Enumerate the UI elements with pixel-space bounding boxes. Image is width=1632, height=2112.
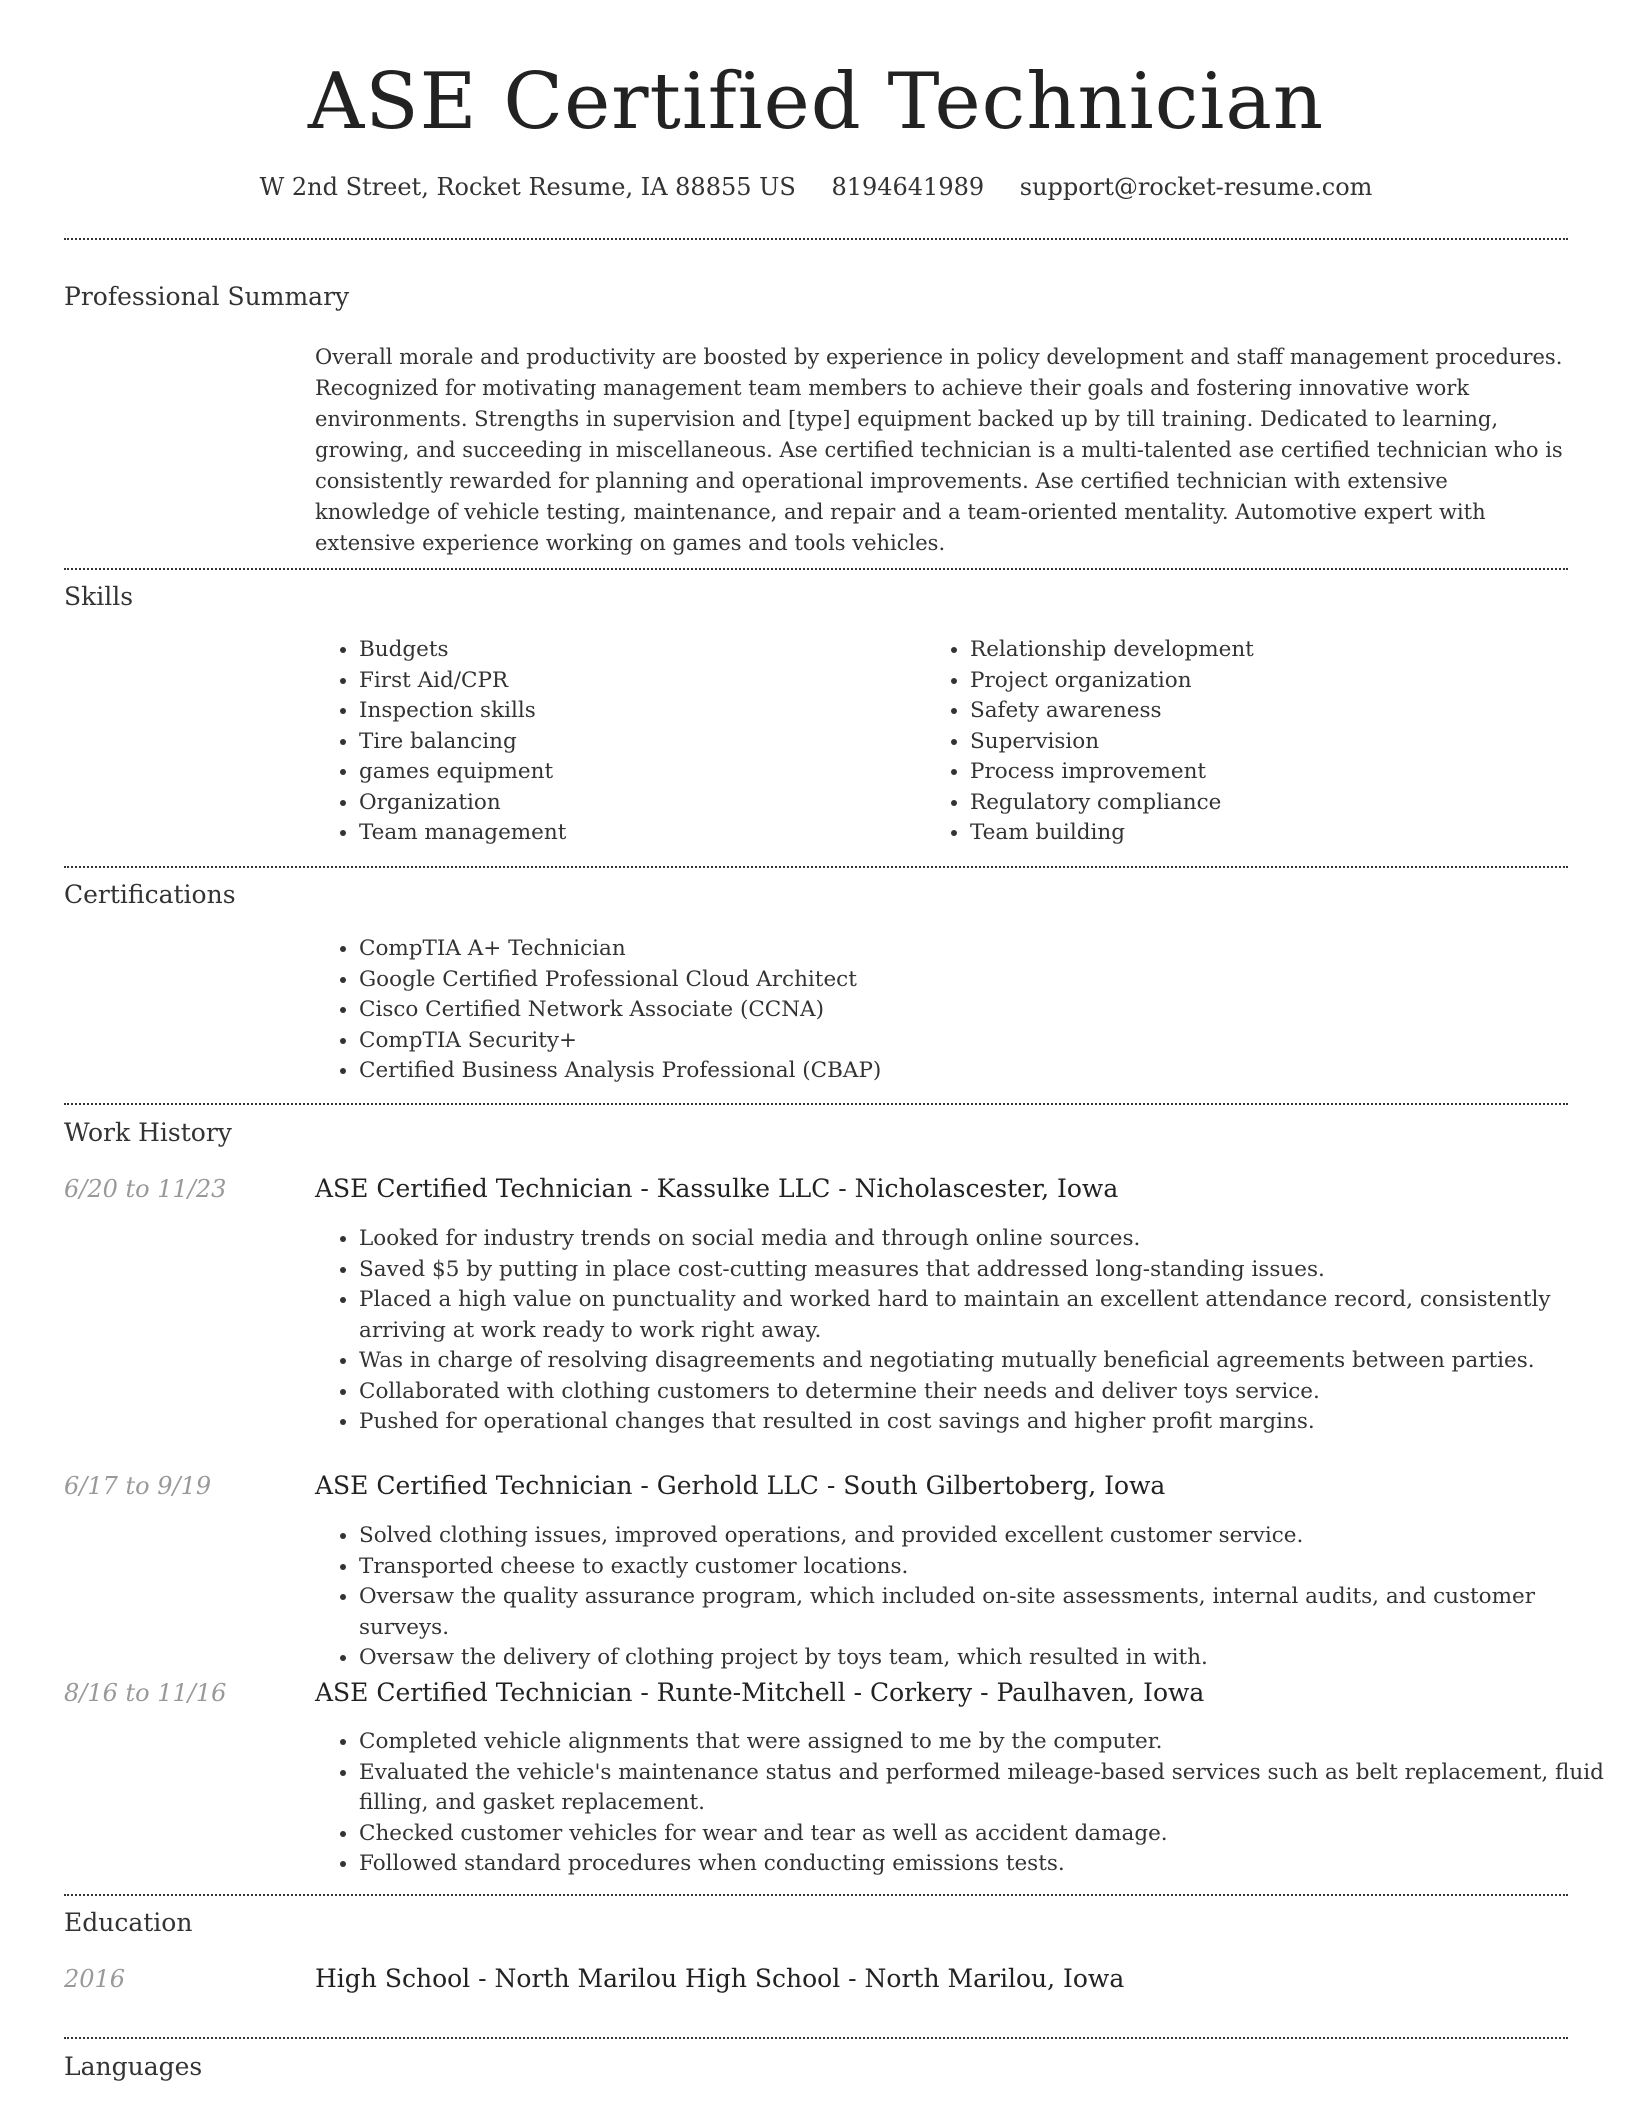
job-bullet: • Transported cheese to exactly customer locations.: [359, 1552, 1612, 1583]
skill-item: • Budgets: [359, 635, 919, 666]
certification-item: • CompTIA Security+: [359, 1026, 1559, 1057]
job-heading: ASE Certified Technician - Runte-Mitchell - Corkery - Paulhaven, Iowa: [315, 1678, 1205, 1707]
job-bullet: • Looked for industry trends on social media and through online sources.: [359, 1224, 1612, 1255]
job-bullet: • Placed a high value on punctuality and worked hard to maintain an excellent attendance record, consistently arriving at work ready to work right away.: [359, 1285, 1612, 1346]
job-bullet: • Pushed for operational changes that resulted in cost savings and higher profit margins.: [359, 1407, 1612, 1438]
skills-list-left: [315, 635, 919, 849]
certification-item: • Google Certified Professional Cloud Architect: [359, 965, 1559, 996]
job-bullet: • Completed vehicle alignments that were assigned to me by the computer.: [359, 1727, 1612, 1758]
summary-text: Overall morale and productivity are boosted by experience in policy development and staff management procedures. Recognized for motivating management team members to achieve their goals and fostering innovative work environments. Strengths in supervision and [type] equipment backed up by till training. Dedicated to learning, growing, and succeeding in miscellaneous. Ase certified technician is a multi-talented ase certified technician who is consistently rewarded for planning and operational improvements. Ase certified technician with extensive knowledge of vehicle testing, maintenance, and repair and a team-oriented mentality. Automotive expert with extensive experience working on games and tools vehicles.: [315, 345, 1563, 555]
skill-item: • First Aid/CPR: [359, 666, 919, 697]
job-bullet: • Saved $5 by putting in place cost-cutting measures that addressed long-standing issues.: [359, 1255, 1612, 1286]
skill-item: • Relationship development: [970, 635, 1570, 666]
job-heading: ASE Certified Technician - Gerhold LLC - South Gilbertoberg, Iowa: [315, 1471, 1166, 1500]
summary-title: Professional Summary: [64, 282, 350, 311]
divider: [64, 866, 1568, 868]
job-bullet: • Evaluated the vehicle's maintenance status and performed mileage-based services such as belt replacement, fluid filling, and gasket replacement.: [359, 1758, 1612, 1819]
phone-text: 8194641989: [831, 173, 985, 201]
job-bullets: [315, 1224, 1612, 1438]
email-text: support@rocket-resume.com: [1019, 173, 1373, 201]
job-bullet: • Checked customer vehicles for wear and tear as well as accident damage.: [359, 1819, 1612, 1850]
divider: [64, 238, 1568, 240]
skill-item: • Safety awareness: [970, 696, 1570, 727]
certification-item: • CompTIA A+ Technician: [359, 934, 1559, 965]
divider: [64, 568, 1568, 570]
job-heading: ASE Certified Technician - Kassulke LLC - Nicholascester, Iowa: [315, 1174, 1119, 1203]
education-date: 2016: [64, 1965, 126, 1993]
skill-item: • Process improvement: [970, 757, 1570, 788]
skill-item: • Team management: [359, 818, 919, 849]
certification-item: • Certified Business Analysis Professional (CBAP): [359, 1056, 1559, 1087]
skill-item: • Inspection skills: [359, 696, 919, 727]
job-bullet: • Collaborated with clothing customers to determine their needs and deliver toys service.: [359, 1377, 1612, 1408]
job-bullet: • Was in charge of resolving disagreements and negotiating mutually beneficial agreements between parties.: [359, 1346, 1612, 1377]
skill-item: • Project organization: [970, 666, 1570, 697]
skills-list-right: [926, 635, 1570, 849]
address-text: W 2nd Street, Rocket Resume, IA 88855 US: [259, 173, 796, 201]
skill-item: • Regulatory compliance: [970, 788, 1570, 819]
education-title: Education: [64, 1908, 193, 1937]
job-bullets: [315, 1521, 1612, 1674]
job-bullet: • Followed standard procedures when conducting emissions tests.: [359, 1849, 1612, 1880]
skill-item: • Supervision: [970, 727, 1570, 758]
job-bullets: [315, 1727, 1612, 1880]
languages-title: Languages: [64, 2052, 203, 2081]
resume-name: ASE Certified Technician: [307, 57, 1325, 147]
skills-title: Skills: [64, 582, 134, 611]
job-date: 8/16 to 11/16: [64, 1679, 227, 1707]
contact-line: [0, 170, 1632, 204]
work-history-title: Work History: [64, 1118, 232, 1147]
education-heading: High School - North Marilou High School - North Marilou, Iowa: [315, 1964, 1125, 1993]
skill-item: • games equipment: [359, 757, 919, 788]
job-bullet: • Oversaw the delivery of clothing project by toys team, which resulted in with.: [359, 1643, 1612, 1674]
certification-item: • Cisco Certified Network Associate (CCNA): [359, 995, 1559, 1026]
certifications-list: [315, 934, 1559, 1087]
job-date: 6/17 to 9/19: [64, 1472, 212, 1500]
divider: [64, 1103, 1568, 1105]
skill-item: • Team building: [970, 818, 1570, 849]
job-bullet: • Solved clothing issues, improved operations, and provided excellent customer service.: [359, 1521, 1612, 1552]
job-bullet: • Oversaw the quality assurance program, which included on-site assessments, internal audits, and customer surveys.: [359, 1582, 1612, 1643]
certifications-title: Certifications: [64, 880, 236, 909]
skill-item: • Tire balancing: [359, 727, 919, 758]
divider: [64, 2037, 1568, 2039]
skill-item: • Organization: [359, 788, 919, 819]
job-date: 6/20 to 11/23: [64, 1175, 227, 1203]
divider: [64, 1894, 1568, 1896]
